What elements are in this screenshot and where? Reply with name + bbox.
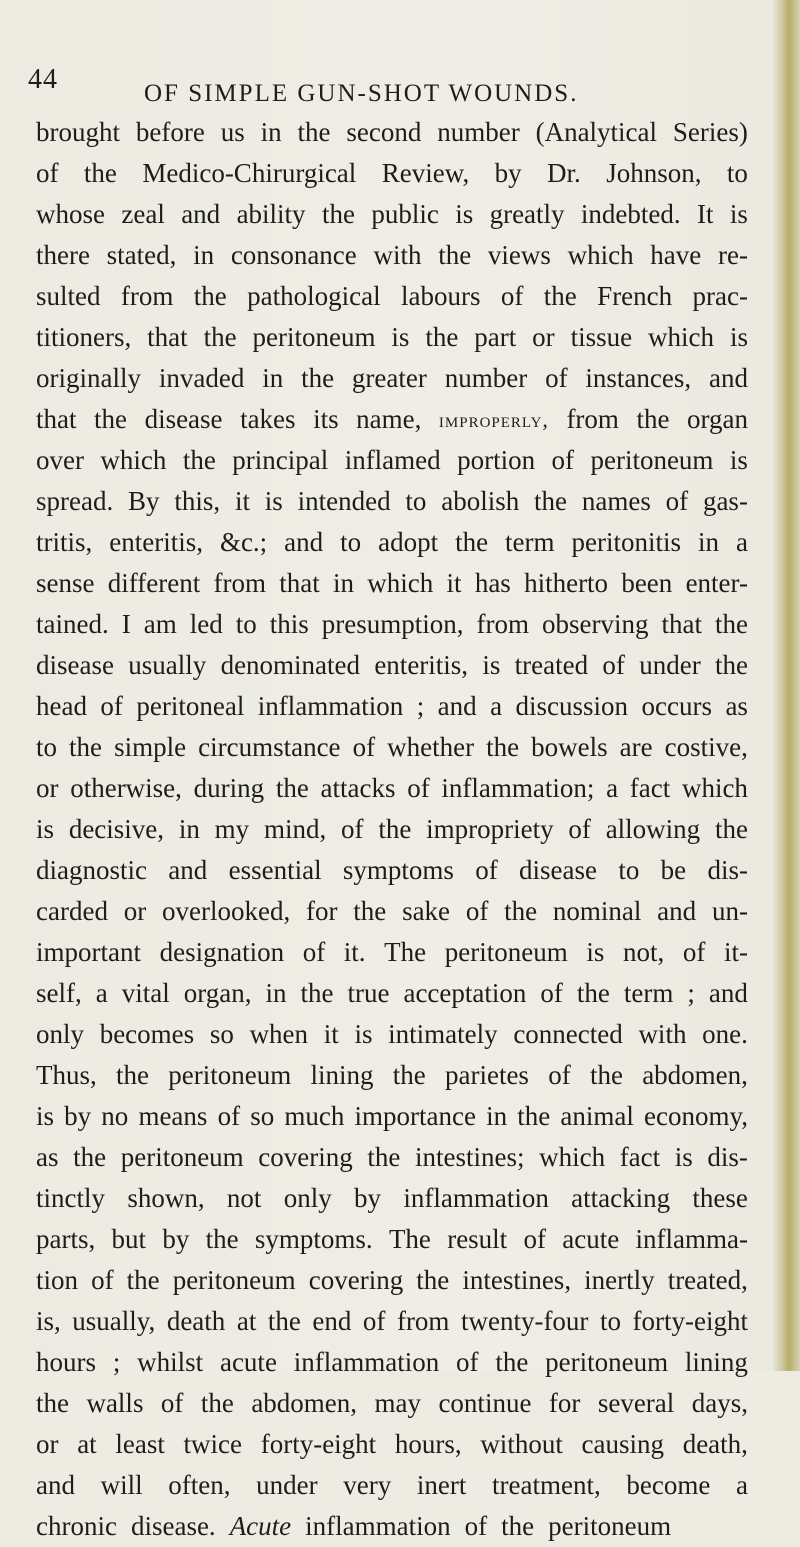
text-line: or at least twice forty-eight hours, without causing death,	[36, 1429, 748, 1459]
text-line: chronic disease. Acute inflammation of the peritoneum	[36, 1511, 672, 1541]
text-line: is decisive, in my mind, of the impropriety of allowing the	[36, 814, 748, 844]
text-line: there stated, in consonance with the views which have re-	[36, 240, 748, 270]
text-line: disease usually denominated enteritis, is treated of under the	[36, 650, 748, 680]
text-line: only becomes so when it is intimately connected with one.	[36, 1019, 748, 1049]
text-line: head of peritoneal inflammation ; and a discussion occurs as	[36, 691, 748, 721]
text-line: and will often, under very inert treatment, become a	[36, 1470, 748, 1500]
text-line: or otherwise, during the attacks of inflammation; a fact which	[36, 773, 748, 803]
text-line: spread. By this, it is intended to abolish the names of gas-	[36, 486, 748, 516]
text-line: hours ; whilst acute inflammation of the peritoneum lining	[36, 1347, 748, 1377]
text-line: diagnostic and essential symptoms of disease to be dis-	[36, 855, 748, 885]
text-line: important designation of it. The peritoneum is not, of it-	[36, 937, 748, 967]
text-line: Thus, the peritoneum lining the parietes of the abdomen,	[36, 1060, 748, 1090]
text-line: sulted from the pathological labours of the French prac-	[36, 281, 748, 311]
text-line: brought before us in the second number (Analytical Series)	[36, 117, 748, 147]
page-edge-shadow	[772, 0, 800, 1371]
text-line: is, usually, death at the end of from twenty-four to forty-eight	[36, 1306, 748, 1336]
text-line: as the peritoneum covering the intestines; which fact is dis-	[36, 1142, 748, 1172]
text-line: that the disease takes its name, improperly, from the organ	[36, 404, 748, 434]
text-line: parts, but by the symptoms. The result of acute inflamma-	[36, 1224, 748, 1254]
text-line: carded or overlooked, for the sake of the nominal and un-	[36, 896, 748, 926]
text-line: sense different from that in which it has hitherto been enter-	[36, 568, 748, 598]
body-text	[36, 112, 748, 1547]
text-line: whose zeal and ability the public is greatly indebted. It is	[36, 199, 748, 229]
text-line: tritis, enteritis, &c.; and to adopt the term peritonitis in a	[36, 527, 748, 557]
text-line: originally invaded in the greater number of instances, and	[36, 363, 748, 393]
text-line: self, a vital organ, in the true acceptation of the term ; and	[36, 978, 748, 1008]
text-line: titioners, that the peritoneum is the part or tissue which is	[36, 322, 748, 352]
text-line: tion of the peritoneum covering the intestines, inertly treated,	[36, 1265, 748, 1295]
text-line: of the Medico-Chirurgical Review, by Dr. Johnson, to	[36, 158, 748, 188]
text-line: over which the principal inflamed portion of peritoneum is	[36, 445, 748, 475]
page-number: 44	[28, 64, 58, 95]
text-line: the walls of the abdomen, may continue for several days,	[36, 1388, 748, 1418]
text-line: to the simple circumstance of whether the bowels are costive,	[36, 732, 748, 762]
running-head: OF SIMPLE GUN-SHOT WOUNDS.	[144, 80, 579, 107]
text-line: is by no means of so much importance in the animal economy,	[36, 1101, 748, 1131]
text-line: tinctly shown, not only by inflammation attacking these	[36, 1183, 748, 1213]
text-line: tained. I am led to this presumption, from observing that the	[36, 609, 748, 639]
